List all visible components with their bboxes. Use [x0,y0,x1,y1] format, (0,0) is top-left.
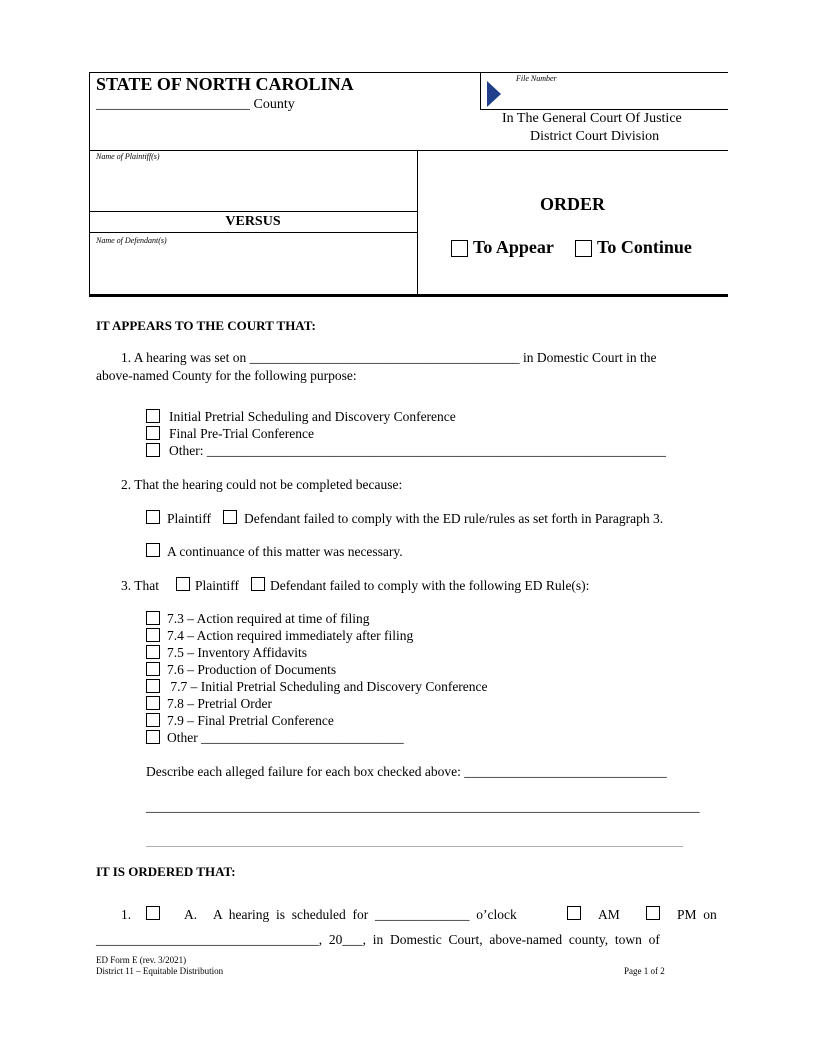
arrow-marker-icon [487,81,501,107]
purpose-other-label[interactable]: Other: ____________________________________________________________________ [169,443,666,458]
rule-7-8-checkbox[interactable] [146,696,160,710]
describe-line-3[interactable]: ________________________________________________________________________________________________ [146,836,683,848]
order-title: ORDER [540,194,606,214]
defendant-field[interactable] [92,247,414,291]
rule-7-6-label: 7.6 – Production of Documents [167,662,337,677]
p3-defendant-checkbox[interactable] [251,577,265,591]
court-line-1: In The General Court Of Justice [502,111,682,126]
am-label: AM [598,907,620,922]
appears-heading: IT APPEARS TO THE COURT THAT: [96,318,316,333]
court-line-2: District Court Division [530,129,660,144]
p3-plaintiff-checkbox[interactable] [176,577,190,591]
to-continue-label: To Continue [597,237,692,257]
rule-7-4-checkbox[interactable] [146,628,160,642]
p3-defendant-label: Defendant failed to comply with the following ED Rule(s): [270,578,590,593]
am-checkbox[interactable] [567,906,581,920]
parties-divider [417,150,418,296]
file-number-label: File Number [516,74,557,83]
purpose-final-label: Final Pre-Trial Conference [169,426,314,441]
rule-7-3-checkbox[interactable] [146,611,160,625]
rule-7-3-label: 7.3 – Action required at time of filing [167,611,370,626]
footer-page-number: Page 1 of 2 [624,966,665,976]
to-continue-checkbox[interactable] [575,240,592,257]
rule-7-7-checkbox[interactable] [146,679,160,693]
rule-7-5-label: 7.5 – Inventory Affidavits [167,645,307,660]
rule-7-4-label: 7.4 – Action required immediately after filing [167,628,414,643]
purpose-initial-label: Initial Pretrial Scheduling and Discovery Conference [169,409,456,424]
header-divider [89,150,728,151]
rule-other-label[interactable]: Other ______________________________ [167,730,404,745]
rule-7-8-label: 7.8 – Pretrial Order [167,696,272,711]
rule-7-9-checkbox[interactable] [146,713,160,727]
p2-defendant-checkbox[interactable] [223,510,237,524]
to-appear-label: To Appear [473,237,554,257]
county-field[interactable]: ______________________ County [96,97,295,112]
paragraph-2: 2. That the hearing could not be completed because: [121,477,403,492]
p2-plaintiff-label: Plaintiff [167,511,212,526]
file-number-bottom [480,109,728,110]
header-left-border [89,72,90,297]
p2-defendant-label: Defendant failed to comply with the ED rule/rules as set forth in Paragraph 3. [244,511,664,526]
order-a-checkbox[interactable] [146,906,160,920]
pm-label: PM on [677,907,717,922]
order-a-text[interactable]: A hearing is scheduled for ______________ o’clock [213,907,517,922]
paragraph-3-number: 3. That [121,578,159,593]
versus-top [89,211,417,212]
ordered-heading: IT IS ORDERED THAT: [96,864,236,879]
p2-plaintiff-checkbox[interactable] [146,510,160,524]
p3-plaintiff-label: Plaintiff [195,578,240,593]
rule-7-6-checkbox[interactable] [146,662,160,676]
describe-line-1[interactable]: Describe each alleged failure for each box checked above: ______________________________ [146,764,667,779]
describe-line-2[interactable]: __________________________________________________________________________________ [146,799,700,814]
rule-7-5-checkbox[interactable] [146,645,160,659]
order-a-letter: A. [184,907,198,922]
to-appear-checkbox[interactable] [451,240,468,257]
header-top-border [89,72,480,73]
rule-7-7-label: 7.7 – Initial Pretrial Scheduling and Discovery Conference [167,679,488,694]
file-number-top [480,72,728,73]
pm-checkbox[interactable] [646,906,660,920]
plaintiff-field[interactable] [92,163,414,209]
purpose-final-checkbox[interactable] [146,426,160,440]
p2-continuance-label: A continuance of this matter was necessary. [167,544,403,559]
header-bottom-rule [89,294,728,297]
purpose-initial-checkbox[interactable] [146,409,160,423]
versus-label: VERSUS [225,214,281,229]
versus-bottom [89,232,417,233]
footer-form-id: ED Form E (rev. 3/2021) [96,955,187,965]
rule-7-9-label: 7.9 – Final Pretrial Conference [167,713,334,728]
file-number-left [480,72,481,110]
footer-district: District 11 – Equitable Distribution [96,966,224,976]
state-title: STATE OF NORTH CAROLINA [96,74,354,94]
paragraph-1-line1: 1. A hearing was set on ________________________________________ in Domestic Court in the [121,350,657,365]
order-item-number: 1. [121,907,132,922]
rule-other-checkbox[interactable] [146,730,160,744]
paragraph-1-line2: above-named County for the following purpose: [96,368,357,383]
p2-continuance-checkbox[interactable] [146,543,160,557]
purpose-other-checkbox[interactable] [146,443,160,457]
defendant-label: Name of Defendant(s) [96,236,167,245]
order-a-line2[interactable]: _________________________________, 20___, in Domestic Court, above-named county, town of [96,932,660,947]
plaintiff-label: Name of Plaintiff(s) [96,152,160,161]
